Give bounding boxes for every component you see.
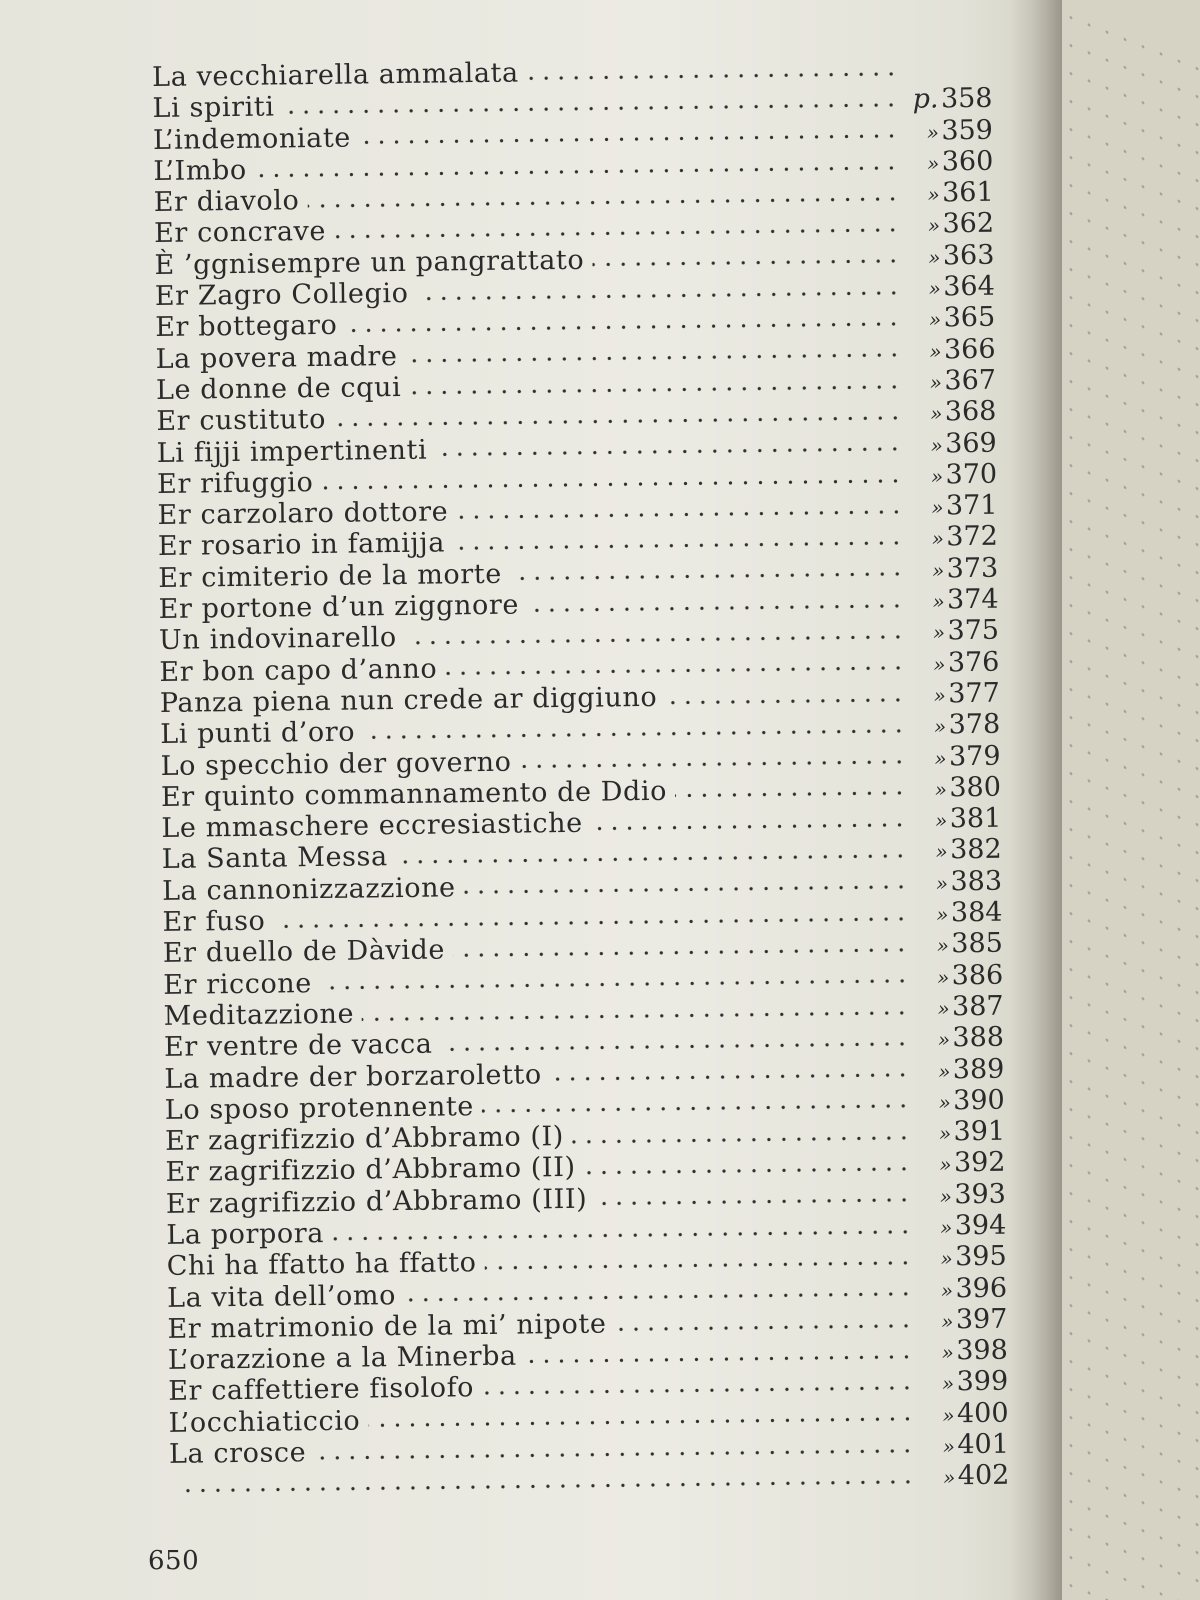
toc-entry-marker: »	[934, 808, 948, 833]
toc-entry-marker: »	[928, 307, 942, 332]
toc-entry-marker: »	[942, 1403, 955, 1428]
toc-entry-page: 372	[946, 521, 999, 553]
toc-entry-title: Li fijji impertinenti	[156, 434, 428, 469]
toc-entry-page: 386	[951, 959, 1004, 991]
dot-leader	[307, 197, 899, 208]
toc-entry-title: Le mmaschere eccresiastiche	[161, 807, 583, 845]
dot-leader	[453, 541, 904, 551]
dot-leader	[363, 729, 906, 740]
dot-leader	[525, 1355, 914, 1364]
dot-leader	[273, 916, 908, 928]
toc-entry-page: 364	[943, 270, 995, 303]
toc-entry-page: 358	[940, 83, 993, 115]
toc-entry-title: È ’ggnisempre un pangrattato	[154, 244, 585, 281]
toc-entry-title: Er ventre de vacca	[163, 1028, 433, 1064]
dot-leader	[453, 948, 909, 958]
toc-entry-title: Er bottegaro	[155, 310, 338, 344]
toc-entry-marker: »	[938, 1090, 951, 1115]
toc-entry-marker: »	[935, 871, 949, 896]
toc-entry-page: 367	[944, 364, 997, 397]
dot-leader	[177, 1480, 915, 1493]
dot-leader	[456, 510, 903, 519]
dot-leader	[362, 1010, 910, 1021]
toc-entry-marker: »	[941, 1340, 954, 1365]
toc-entry-page: 359	[941, 114, 994, 146]
dot-leader	[332, 1229, 912, 1240]
toc-entry-marker: »	[936, 902, 949, 927]
toc-entry-title: Er carzolaro dottore	[157, 496, 449, 532]
dot-leader	[591, 823, 908, 831]
dot-leader	[345, 322, 901, 333]
toc-entry-marker: »	[934, 777, 948, 802]
toc-entry-page: 373	[946, 552, 999, 585]
toc-entry-page: 362	[942, 208, 995, 240]
toc-entry-title: Er riccone	[163, 967, 313, 1001]
toc-entry-marker: »	[941, 1309, 954, 1334]
toc-entry-page: 393	[954, 1178, 1007, 1210]
toc-entry-page: 396	[955, 1272, 1008, 1304]
toc-entry-page: 402	[957, 1459, 1010, 1492]
toc-entry-title: Er concrave	[153, 216, 327, 250]
toc-entry-title: La povera madre	[155, 340, 398, 375]
toc-entry-marker: »	[936, 964, 950, 990]
toc-entry-marker: »	[941, 1371, 955, 1396]
toc-entry-page: 360	[941, 145, 994, 178]
toc-entry-page: 361	[941, 176, 994, 209]
toc-entry-page: 368	[944, 395, 997, 428]
toc-entry-page: 392	[953, 1147, 1006, 1179]
facing-page-leaders	[1062, 0, 1200, 1600]
toc-entry-title: La crosce	[168, 1437, 307, 1470]
dot-leader	[435, 447, 903, 457]
toc-entry-title: Meditazzione	[163, 998, 355, 1032]
toc-entry-marker: »	[937, 1058, 951, 1083]
dot-leader	[572, 1136, 911, 1144]
toc-entry-page: 378	[948, 708, 1001, 741]
toc-entry-title: La cannonizzazzione	[161, 872, 456, 907]
toc-entry-title: Er rosario in famijja	[157, 527, 446, 563]
toc-entry-title: La vecchiarella ammalata	[152, 57, 519, 93]
dot-leader	[321, 478, 903, 489]
toc-entry-title: Er rifuggio	[156, 466, 314, 500]
toc-entry-title: Er matrimonio de la mi’ nipote	[167, 1308, 607, 1345]
toc-entry-marker: »	[927, 213, 941, 239]
toc-entry-page: 397	[955, 1303, 1008, 1336]
dot-leader	[417, 291, 901, 301]
dot-leader	[359, 134, 899, 145]
dot-leader	[510, 572, 904, 581]
toc-entry-marker: »	[929, 339, 942, 364]
toc-entry-marker: »	[932, 589, 945, 614]
toc-entry-marker: »	[936, 933, 950, 958]
dot-leader	[550, 1073, 911, 1081]
dot-leader	[334, 228, 900, 239]
dot-leader	[527, 72, 898, 81]
toc-entry-marker: »	[931, 558, 945, 583]
toc-entry-page: 389	[952, 1053, 1005, 1085]
toc-entry-marker: »	[926, 151, 940, 176]
toc-entry-page: 371	[945, 489, 998, 522]
toc-entry-page: 363	[942, 239, 995, 272]
toc-entry-marker: »	[939, 1215, 953, 1240]
toc-entry-marker: »	[932, 620, 946, 645]
toc-entry-marker: »	[938, 1121, 952, 1146]
dot-leader	[614, 1323, 913, 1331]
dot-leader	[595, 1198, 912, 1206]
toc-entry-page	[938, 76, 992, 77]
toc-entry-title: Chi ha ffatto ha ffatto	[166, 1247, 477, 1283]
toc-entry-title: La porpora	[166, 1217, 325, 1251]
toc-entry-marker: »	[935, 839, 948, 864]
toc-entry-marker: »	[928, 245, 941, 270]
toc-entry-title: Un indovinarello	[158, 622, 397, 657]
toc-entry-title: Panza piena nun crede ar diggiuno	[159, 681, 658, 719]
toc-entry-marker: »	[942, 1434, 956, 1459]
dot-leader	[320, 979, 909, 990]
toc-entry-title: Er diavolo	[153, 185, 300, 219]
toc-entry-title: Er quinto commannamento de Ddio	[160, 775, 668, 813]
toc-entry-page: 376	[947, 646, 1000, 678]
dot-leader	[314, 1448, 915, 1459]
dot-leader	[519, 760, 906, 769]
toc-entry-marker: »	[931, 495, 944, 520]
toc-entry-title: L’Imbo	[153, 154, 247, 187]
toc-entry-page: 398	[956, 1334, 1008, 1367]
toc-entry-title: La Santa Messa	[161, 841, 388, 876]
toc-entry-title: Er portone d’un ziggnore	[158, 589, 520, 626]
toc-entry-page: 370	[945, 458, 998, 491]
dot-leader	[255, 165, 900, 177]
toc-entry-marker: »	[929, 370, 943, 395]
toc-entry-title: L’indemoniate	[152, 122, 352, 156]
gutter-shadow	[1010, 0, 1070, 1600]
toc-entry-marker: »	[933, 651, 946, 677]
toc-entry-marker: »	[928, 276, 941, 301]
toc-entry-page: 401	[957, 1428, 1010, 1461]
toc-entry-marker: »	[934, 745, 947, 771]
toc-entry-page: 369	[944, 427, 997, 459]
dot-leader	[592, 259, 900, 267]
dot-leader	[404, 1292, 913, 1302]
toc-entry-page: 366	[943, 333, 996, 366]
toc-entry-marker: »	[939, 1152, 952, 1177]
dot-leader	[445, 666, 905, 676]
toc-entry-page: 377	[948, 677, 1000, 710]
toc-entry-title: La madre der borzaroletto	[164, 1058, 542, 1095]
toc-entry-marker: »	[929, 401, 943, 426]
toc-entry-marker: »	[931, 526, 945, 551]
toc-entry-marker: »	[937, 996, 950, 1021]
toc-entry-page: 375	[947, 615, 1000, 647]
toc-entry-marker: »	[930, 432, 943, 458]
toc-entry-page: 400	[956, 1397, 1009, 1430]
toc-entry-title: L’occhiaticcio	[168, 1405, 361, 1439]
toc-entry-title: La vita dell’omo	[166, 1279, 397, 1314]
toc-entry-marker: »	[933, 683, 946, 708]
toc-entry-page: 391	[953, 1115, 1006, 1148]
toc-entry-marker: »	[933, 714, 947, 739]
dot-leader	[665, 697, 906, 704]
dot-leader	[368, 1417, 914, 1428]
toc-entry-marker: »	[937, 1027, 951, 1052]
page-number: 650	[148, 1546, 200, 1576]
toc-entry-title: Er cimiterio de la morte	[158, 558, 503, 594]
toc-entry-page: 387	[951, 990, 1004, 1023]
toc-entry-title: Er zagrifizzio d’Abbramo (III)	[165, 1183, 588, 1220]
toc-entry-title: Er Zagro Collegio	[154, 277, 409, 313]
toc-entry-title: Lo sposo protennente	[164, 1090, 475, 1126]
toc-entry-title: Er duello de Dàvide	[162, 934, 446, 970]
toc-entry-title: Er fuso	[162, 905, 266, 938]
toc-entry-page: 383	[950, 865, 1003, 898]
toc-entry-page: 380	[949, 771, 1002, 804]
dot-leader	[675, 791, 907, 798]
toc-entry-marker: »	[927, 182, 940, 207]
toc-entry-title: Lo specchio der governo	[160, 746, 512, 782]
toc-entry-marker: p.	[912, 83, 939, 116]
dot-leader	[464, 885, 908, 894]
toc-entry-page: 382	[949, 834, 1002, 866]
dot-leader	[409, 384, 902, 394]
facing-page-edge	[1062, 0, 1200, 1600]
toc-entry-marker: »	[940, 1277, 954, 1303]
dot-leader	[527, 604, 905, 613]
toc-entry-page: 388	[952, 1021, 1005, 1054]
toc-entry-page: 379	[948, 740, 1001, 772]
toc-entry-page: 381	[949, 802, 1002, 835]
toc-entry-page: 384	[950, 896, 1003, 929]
toc-entry-page: 374	[946, 583, 999, 616]
toc-entry-page: 390	[953, 1084, 1005, 1117]
dot-leader	[441, 1042, 911, 1052]
toc-entry-page: 385	[951, 927, 1004, 960]
toc-entry-marker: »	[939, 1184, 953, 1209]
toc-entry-title: Li spiriti	[152, 91, 275, 125]
toc-entry-marker: »	[942, 1465, 956, 1490]
toc-entry-title: Er caffettiere fisolofo	[168, 1372, 475, 1408]
toc-entry-title: L’orazzione a la Minerba	[167, 1340, 517, 1377]
dot-leader	[485, 1261, 913, 1270]
toc-entry-page: 399	[956, 1366, 1009, 1398]
toc-entry-page: 394	[954, 1209, 1007, 1242]
toc-entry-title: Er bon capo d’anno	[159, 653, 438, 688]
toc-entry-page: 395	[954, 1240, 1007, 1273]
dot-leader	[405, 635, 905, 645]
dot-leader	[405, 353, 901, 363]
table-of-contents	[152, 52, 1010, 1502]
dot-leader	[283, 103, 899, 115]
toc-entry-marker: »	[930, 464, 944, 489]
toc-entry-title: Er zagrifizzio d’Abbramo (II)	[165, 1152, 576, 1189]
toc-entry-title: Er custituto	[156, 404, 327, 438]
dot-leader	[396, 854, 908, 864]
toc-entry-page: 365	[943, 302, 996, 334]
toc-entry-title: Le donne de cqui	[155, 371, 402, 406]
dot-leader	[584, 1167, 912, 1175]
dot-leader	[482, 1104, 911, 1113]
dot-leader	[482, 1386, 914, 1395]
toc-entry-title: Li punti d’oro	[160, 716, 356, 751]
dot-leader	[334, 416, 902, 427]
toc-entry-marker: »	[940, 1246, 953, 1271]
toc-entry-marker: »	[926, 119, 940, 145]
toc-entry-title: Er zagrifizzio d’Abbramo (I)	[165, 1121, 565, 1158]
